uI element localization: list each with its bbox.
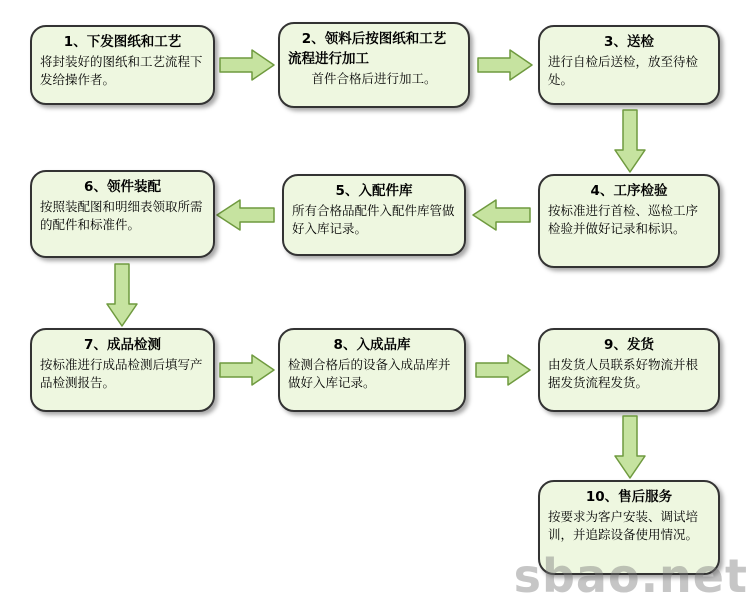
flow-node-6-title: 6、领件装配 bbox=[84, 179, 161, 195]
flow-node-8-body: 检测合格后的设备入成品库并做好入库记录。 bbox=[288, 357, 451, 391]
arrow-4-to-5 bbox=[470, 198, 532, 232]
flow-node-2[interactable] bbox=[278, 22, 470, 108]
flow-node-4-title: 4、工序检验 bbox=[590, 183, 668, 199]
arrow-6-to-7 bbox=[104, 262, 140, 328]
flow-node-2-title: 2、领料后按图纸和工艺 bbox=[301, 31, 447, 47]
flow-node-9[interactable] bbox=[538, 328, 720, 412]
flow-node-8[interactable] bbox=[278, 328, 466, 412]
flow-node-6[interactable] bbox=[30, 170, 215, 258]
flow-node-4[interactable] bbox=[538, 174, 720, 268]
arrow-2-to-3 bbox=[476, 48, 534, 82]
flow-node-9-title: 9、发货 bbox=[604, 337, 654, 353]
flow-node-10-title: 10、售后服务 bbox=[585, 489, 673, 505]
flow-node-3-title: 3、送检 bbox=[604, 34, 654, 50]
arrow-5-to-6 bbox=[214, 198, 276, 232]
arrow-1-to-2 bbox=[218, 48, 276, 82]
flow-node-1[interactable] bbox=[30, 25, 215, 105]
flow-node-1-body: 将封装好的图纸和工艺流程下发给操作者。 bbox=[40, 54, 203, 88]
flow-node-2-body: 首件合格后进行加工。 bbox=[311, 71, 437, 87]
flow-node-6-body: 按照装配图和明细表领取所需的配件和标准件。 bbox=[40, 199, 203, 233]
flow-node-7-body: 按标准进行成品检测后填写产品检测报告。 bbox=[40, 357, 203, 391]
flow-node-9-body: 由发货人员联系好物流并根据发货流程发货。 bbox=[548, 357, 699, 391]
arrow-9-to-10 bbox=[612, 414, 648, 480]
flow-node-3[interactable] bbox=[538, 25, 720, 105]
flow-node-4-body: 按标准进行首检、巡检工序检验并做好记录和标识。 bbox=[548, 203, 699, 237]
flow-node-7-title: 7、成品检测 bbox=[84, 337, 161, 353]
flow-node-5-title: 5、入配件库 bbox=[335, 183, 413, 199]
watermark-text: sbao.net bbox=[513, 549, 748, 603]
flow-node-10[interactable] bbox=[538, 480, 720, 575]
flow-node-5-body: 所有合格品配件入配件库管做好入库记录。 bbox=[292, 203, 455, 237]
flow-node-7[interactable] bbox=[30, 328, 215, 412]
arrow-3-to-4 bbox=[612, 108, 648, 174]
flow-node-5[interactable] bbox=[282, 174, 466, 256]
arrow-7-to-8 bbox=[218, 353, 276, 387]
flow-node-8-title: 8、入成品库 bbox=[333, 337, 411, 353]
arrow-8-to-9 bbox=[474, 353, 532, 387]
flow-node-2-title-line2: 流程进行加工 bbox=[288, 51, 369, 68]
flow-node-1-title: 1、下发图纸和工艺 bbox=[63, 34, 182, 50]
flow-node-10-body: 按要求为客户安装、调试培训，并追踪设备使用情况。 bbox=[548, 509, 699, 543]
flow-node-3-body: 进行自检后送检，放至待检处。 bbox=[548, 54, 699, 88]
